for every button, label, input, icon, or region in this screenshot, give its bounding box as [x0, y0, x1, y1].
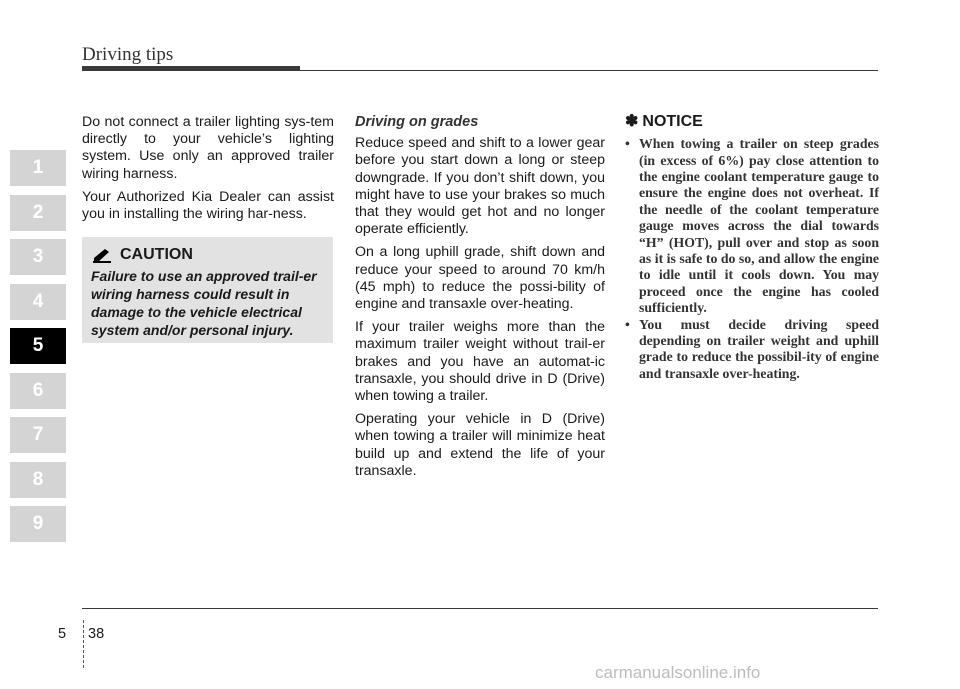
- notice-header: [625, 113, 879, 130]
- bullet-icon: •: [625, 136, 630, 152]
- bullet-icon: •: [625, 316, 630, 332]
- chapter-tab-2[interactable]: 2: [10, 195, 66, 231]
- notice-item-text: When towing a trailer on steep grades (in excess of 6%) pay close attention to the engine coolant temperature gauge to ensure the engine does not overheat. If the needle of the coolant temperature gauge moves across the dial towards “H” (HOT), pull over and stop as soon as it is safe to do so, and allow the engine to idle until it cools down. You may proceed once the engine has cooled sufficiently.: [639, 136, 879, 316]
- page-header-title: Driving tips: [82, 44, 174, 65]
- paragraph-downgrade: Reduce speed and shift to a lower gear before you start down a long or steep downgrade. If you don’t shift down, you might have to use your brakes so much that they would get hot and no longer operate efficiently.: [355, 135, 605, 238]
- section-heading-grades: Driving on grades: [355, 114, 479, 130]
- header-rule: [82, 70, 878, 71]
- column-1: [82, 114, 334, 229]
- watermark: carmanualsonline.info: [595, 663, 761, 682]
- notice-item: [625, 317, 879, 383]
- notice-title: NOTICE: [642, 113, 703, 130]
- notice-item: [625, 136, 879, 316]
- footer-divider: [83, 620, 85, 668]
- chapter-tab-8[interactable]: 8: [10, 462, 66, 498]
- chapter-tab-6[interactable]: 6: [10, 373, 66, 409]
- notice-list: [625, 136, 879, 382]
- paragraph-uphill: On a long uphill grade, shift down and reduce your speed to around 70 km/h (45 mph) to reduce the possi-bility of engine and transaxle over-heating.: [355, 244, 605, 313]
- column-3: [625, 113, 879, 382]
- paragraph-drive-mode: Operating your vehicle in D (Drive) when towing a trailer will minimize heat build up and extend the life of your transaxle.: [355, 411, 605, 479]
- pencil-icon: [92, 247, 112, 263]
- caution-title: CAUTION: [120, 246, 193, 263]
- chapter-tab-1[interactable]: 1: [10, 150, 66, 186]
- notice-item-text: You must decide driving speed depending on trailer weight and uphill grade to reduce the possibil-ity of engine and transaxle over-heating.: [639, 316, 879, 381]
- paragraph-dealer: Your Authorized Kia Dealer can assist you in installing the wiring har-ness.: [82, 188, 334, 223]
- footer-rule: [82, 608, 878, 609]
- chapter-tab-9[interactable]: 9: [10, 506, 66, 542]
- caution-header: [92, 246, 193, 264]
- paragraph-lighting: Do not connect a trailer lighting sys-tem directly to your vehicle’s lighting system. Use only an approved trailer wiring harness.: [82, 114, 334, 182]
- chapter-tab-5-active[interactable]: 5: [10, 328, 66, 364]
- column-2: [355, 114, 605, 486]
- footer-page-number: 38: [88, 626, 105, 642]
- caution-text: Failure to use an approved trail-er wiring harness could result in damage to the vehicle electrical system and/or personal injury.: [91, 268, 317, 338]
- chapter-tab-3[interactable]: 3: [10, 239, 66, 275]
- chapter-tabs: [10, 150, 66, 551]
- footer-chapter-number: 5: [58, 626, 67, 642]
- paragraph-trailer-weight: If your trailer weighs more than the maximum trailer weight without trail-er brakes and you have an automat-ic transaxle, you should drive in D (Drive) when towing a trailer.: [355, 319, 605, 405]
- chapter-tab-7[interactable]: 7: [10, 417, 66, 453]
- notice-asterisk-icon: ✽: [625, 113, 639, 130]
- caution-box: [82, 237, 333, 343]
- chapter-tab-4[interactable]: 4: [10, 284, 66, 320]
